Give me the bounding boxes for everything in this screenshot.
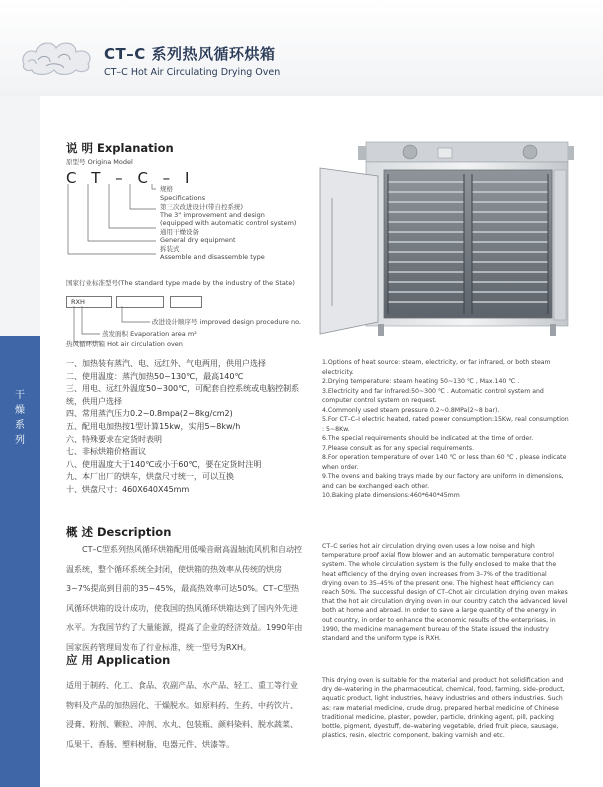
legend-general-cn: 通用干燥设备 bbox=[160, 228, 199, 236]
side-tab-label: 干燥系列 bbox=[15, 390, 25, 446]
list-item: 一、加热装有蒸汽、电、远红外、气电两用，供用户选择 bbox=[66, 359, 266, 368]
description-text-en: CT–C series hot air circulation drying oven uses a low noise and high temperature proof axial flow blower and an automatic temperature control system. The whole circulation system is the fully enclosed to make that the heat efficiency of the drying oven increases from 3–7% of the traditional drying oven to 35–45% of the present one. The highest heat efficiency can reach 50%. The successful design of CT–Chot air circulation drying oven makes that the hot air circulation drying oven in our country catch the advanced level both at home and abroad. In order to save a large quantity of the energy in out country, in order to enhance the economic results of the enterprises, in 1990, the medicine management bureau of the State issued the industry standard and the uniform type is RXH. bbox=[322, 543, 568, 643]
list-item: 1.Options of heat source: steam, electricity, or far infrared, or both steam electricity. bbox=[322, 359, 551, 376]
improve-no-box bbox=[170, 296, 202, 308]
model-code: C T – C – I bbox=[66, 169, 195, 187]
legend-improve-cn: 第三次改进设计(带自控系统) bbox=[160, 203, 244, 211]
list-item: 6.The special requirements should be indicated at the time of order. bbox=[322, 435, 534, 442]
improve-no-label: 改进设计顺序号 improved design procedure no. bbox=[152, 318, 302, 326]
list-item: 统，供用户选择 bbox=[66, 396, 122, 406]
list-item: 七、非标烘箱价格面议 bbox=[66, 447, 146, 457]
list-item: 7.Please consult as for any special requirements. bbox=[322, 444, 475, 452]
list-item: 10.Baking plate dimensions:460*640*45mm bbox=[322, 492, 460, 499]
explanation-heading: 说 明 Explanation bbox=[66, 141, 174, 155]
legend-improve-en2: (equipped with automatic control system) bbox=[160, 219, 297, 227]
application-text-cn: 适用于制药、化工、食品、农副产品、水产品、轻工、重工等行业物料及产品的加热固化、干燥脱水。如原料药、生药、中药饮片、浸膏、粉剂、颗粒、冲剂、水丸、包装瓶、颜料染料、脱水蔬菜、瓜果干、香肠、塑料树脂、电器元件、烘漆等。 bbox=[66, 681, 298, 749]
application-heading: 应 用 Application bbox=[66, 653, 171, 667]
list-item: 五、配用电加热按1型计算15kw，实用5~8kw/h bbox=[66, 421, 241, 431]
header-band bbox=[0, 0, 603, 96]
list-item: 十、烘盘尺寸：460X640X45mm bbox=[66, 484, 190, 494]
legend-assemble-en: Assemble and disassemble type bbox=[160, 253, 265, 261]
list-item: 二、使用温度：蒸汽加热50~130℃，最高140℃ bbox=[66, 371, 244, 381]
description-heading: 概 述 Description bbox=[66, 525, 172, 539]
list-item: 9.The ovens and baking trays made by our factory are uniform in dimensions, and can be exchanged each other. bbox=[322, 473, 564, 490]
legend-improve-en: The 3" improvement and design bbox=[160, 211, 265, 219]
standard-type-label: 国家行业标准型号(The standard type made by the industry of the State) bbox=[66, 279, 295, 287]
list-item: 八、使用温度大于140℃或小于60℃，要在定货时注明 bbox=[66, 459, 262, 469]
hot-air-oven-label: 热风循环烘箱 Hot air circulation oven bbox=[66, 340, 183, 348]
rxh-code-box: RXH bbox=[66, 296, 112, 308]
list-item: 4.Commonly used steam pressure 0.2~0.8MPa(2~8 bar). bbox=[322, 406, 500, 414]
evap-area-label: 蒸发面积 Evaporation area m² bbox=[102, 330, 197, 338]
page-subtitle: CT–C Hot Air Circulating Drying Oven bbox=[104, 67, 281, 78]
application-text-en: This drying oven is suitable for the material and product hot solidification and dry de–watering in the pharmaceutical, chemical, food, farming, side–product, aquatic product, light industries, heavy industries and others industries. Such as: raw material medicine, crude drug, prepared herbal medicine of Chinese traditional medicine, plaster, powder, particle, drinking agent, pill, packing bottle, pigment, dyestuff, de–watering vegetable, dried fruit piece, sausage, plastics, resin, electric component, baking varnish and etc. bbox=[322, 677, 565, 740]
evap-area-box bbox=[116, 296, 164, 308]
description-text-cn: CT–C型系列热风循环烘箱配用低噪音耐高温轴流风机和自动控温系统，整个循环系统全封闭，使烘箱的热效率从传统的烘房3~7%提高到目前的35~45%，最高热效率可达50%。CT–C型热风循环烘箱的设计成功，使我国的热风循环烘箱达到了国内外先进水平。为我国节约了大量能源，提高了企业的经济效益。1990年由国家医药管理局发布了行业标准，统一型号为RXH。 bbox=[66, 545, 303, 652]
list-item: 三、用电、远红外温度50~300℃，可配套自控系统或电脑控制系 bbox=[66, 384, 300, 394]
list-item: 四、常用蒸汽压力0.2~0.8mpa(2~8kg/cm2) bbox=[66, 409, 233, 419]
list-item: 5.For CT–C–I electric heated, rated power consumption:15Kw, real consumption : 5~8Kw. bbox=[322, 416, 569, 433]
legend-assemble-cn: 拆装式 bbox=[160, 245, 180, 253]
list-item: 3.Electricity and far infrared:50~300 ℃ . Automatic control system and computer control system on request. bbox=[322, 387, 544, 404]
list-item: 六、特殊要求在定货时表明 bbox=[66, 434, 162, 444]
model-label: 原型号 Origina Model bbox=[66, 158, 133, 166]
legend-general-en: General dry equipment bbox=[160, 236, 236, 244]
list-item: 九、本厂出厂的烘车，烘盘尺寸统一，可以互换 bbox=[66, 472, 234, 482]
list-item: 2.Drying temperature: steam heating 50~130 ℃ , Max.140 ℃ . bbox=[322, 378, 520, 385]
cloud-logo-icon bbox=[18, 34, 96, 78]
specs-list-en bbox=[322, 358, 570, 501]
list-item: 8.For operation temperature of over 140 ℃ or less than 60 ℃ , please indicate when order. bbox=[322, 454, 567, 471]
page-title: CT–C 系列热风循环烘箱 bbox=[104, 45, 276, 63]
legend-specs-en: Specifications bbox=[160, 194, 206, 202]
specs-list-cn bbox=[66, 358, 299, 497]
legend-specs-cn: 规格 bbox=[160, 185, 173, 193]
drying-oven-illustration bbox=[318, 138, 576, 338]
